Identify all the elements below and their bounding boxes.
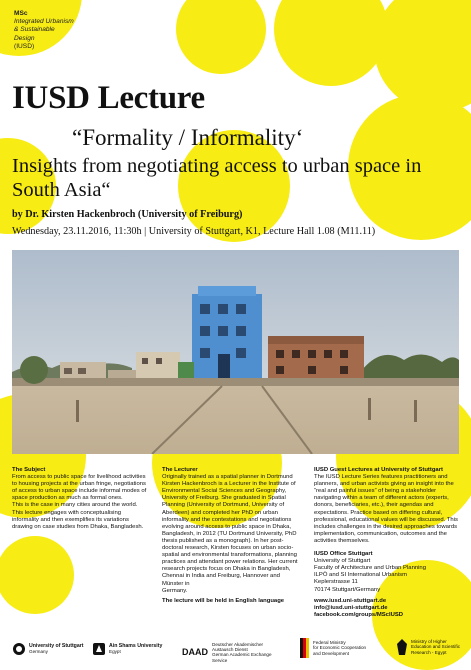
event-separator: | xyxy=(141,226,149,237)
office-facebook-link[interactable]: facebook.com/groups/MScIUSD xyxy=(314,611,404,618)
lecture-heading: IUSD Lecture xyxy=(12,80,205,116)
office-city: 70174 Stuttgart/Germany xyxy=(314,586,381,593)
logo-ain-shams xyxy=(92,642,162,656)
bmz-line-2: for Economic Cooperation xyxy=(313,645,367,651)
title-line-1: “Formality / Informality‘ xyxy=(72,125,304,150)
program-line-5: (IUSD) xyxy=(14,42,35,50)
office-org-1: University of Stuttgart xyxy=(314,558,371,565)
daad-description-en: German Academic Exchange Service xyxy=(212,652,272,663)
subject-column xyxy=(12,467,147,531)
subject-paragraph-3: drawing on case studies from Dhaka, Bangladesh. xyxy=(12,523,144,530)
office-web-link[interactable]: www.iusd.uni-stuttgart.de xyxy=(314,597,387,604)
office-email-link[interactable]: info@iusd.uni-stuttgart.de xyxy=(314,604,388,611)
logo-university-stuttgart xyxy=(12,642,83,656)
subject-heading: The Subject xyxy=(12,467,46,473)
decor-circle-top-center xyxy=(176,0,266,74)
program-label xyxy=(14,10,74,51)
footer-logos xyxy=(0,630,471,670)
egypt-ministry-line-2: Education and Scientific xyxy=(411,644,461,650)
ain-shams-country: Egypt xyxy=(109,649,121,654)
event-date-time: Wednesday, 23.11.2016, 11:30h xyxy=(12,226,142,237)
event-line xyxy=(12,226,375,237)
lecturer-column xyxy=(162,467,302,605)
program-line-2: Integrated Urbanism xyxy=(14,18,74,26)
program-line-3: & Sustainable xyxy=(14,26,55,34)
program-msc: MSc xyxy=(14,10,28,17)
daad-acronym: DAAD xyxy=(182,646,208,657)
lecturer-paragraph-1: Originally trained as a spatial planner in Dortmund Kirsten Hackenbroch is a Lecturer in the Institute of Environmental Social Sciences and Geography, University of Freiburg. She graduated in Spatial Planning (University of Dortmund, University of Aberdeen) and completed her PhD on urban informality and the contestations and negotiations evolving around access to public space in Dhaka, Bangladesh, in 2012 (TU Dortmund University, PhD thesis published as a monograph). In her post-doctoral research, Kirsten focuses on urban socio-spatial and environmental transformations, planning practices and attendant power relations. Her current research projects focus on Dhaka in Bangladesh, Chennai in India and Freiburg, Hannover and Münster in xyxy=(162,474,298,587)
lecturer-heading: The Lecturer xyxy=(162,467,198,473)
stuttgart-name: University of Stuttgart xyxy=(29,642,84,649)
subject-paragraph-1: From access to public space for livelihood activities to housing projects at the urban fringe, negotiations of access to urban space include informal modes of space production as much as formal ones. xyxy=(12,474,147,502)
office-org-2: Faculty of Architecture and Urban Planning xyxy=(314,565,426,572)
stuttgart-emblem-icon xyxy=(12,642,26,656)
office-street: Keplerstrasse 11 xyxy=(314,579,358,586)
event-venue: University of Stuttgart, K1, Lecture Hall 1.08 (M11.11) xyxy=(148,226,376,237)
office-heading: IUSD Office Stuttgart xyxy=(314,551,373,558)
title-line-2: Insights from negotiating access to urban space in South Asia“ xyxy=(12,155,422,201)
flag-stripes-icon xyxy=(300,638,310,658)
program-line-4: Design xyxy=(14,34,35,42)
logo-daad xyxy=(182,642,272,663)
photo-illustration xyxy=(12,250,459,454)
daad-description-de: Deutscher Akademischer Austausch Dienst xyxy=(212,642,264,653)
bmz-line-1: Federal Ministry xyxy=(313,640,346,646)
lecturer-paragraph-2: Germany. xyxy=(162,587,188,594)
logo-egypt-ministry xyxy=(396,638,460,656)
bmz-line-3: and Development xyxy=(313,650,350,656)
eagle-emblem-icon xyxy=(396,638,408,656)
egypt-ministry-line-3: Research - Egypt xyxy=(411,649,447,655)
series-column xyxy=(314,467,460,619)
ain-shams-name: Ain Shams University xyxy=(109,642,163,649)
language-note: The lecture will be held in English language xyxy=(162,597,285,604)
subject-paragraph-2: This is the case in many cities around the world. This lecture engages with conceptualising informality and then exemplifies its variations xyxy=(12,502,138,523)
decor-circle-footer-left xyxy=(0,536,74,614)
speaker-line: by Dr. Kirsten Hackenbroch (University of Freiburg) xyxy=(12,209,243,220)
photo-urban-site xyxy=(12,250,459,454)
stuttgart-country: Germany xyxy=(29,649,48,654)
logo-bmz xyxy=(300,638,366,658)
office-org-3: ILPÖ and SI International Urbanism xyxy=(314,572,407,579)
egypt-ministry-line-1: Ministry of Higher xyxy=(411,639,447,645)
ain-shams-emblem-icon xyxy=(92,642,106,656)
series-heading: IUSD Guest Lectures at University of Stuttgart xyxy=(314,467,443,473)
decor-circle-top-right xyxy=(274,0,388,86)
series-paragraph: The IUSD Lecture Series features practitioners and planners, and urban activists giving an insight into the “real and painful issues” of being a stakeholder navigating within a team of different actors (experts, donors, beneficiaries, etc.), their agendas and expectations. Practice based on differing cultural, professional, educational values will be discussed. This includes challenges in the desired approaches towards implementation, communication, outcomes and the activities themselves. xyxy=(314,474,458,544)
